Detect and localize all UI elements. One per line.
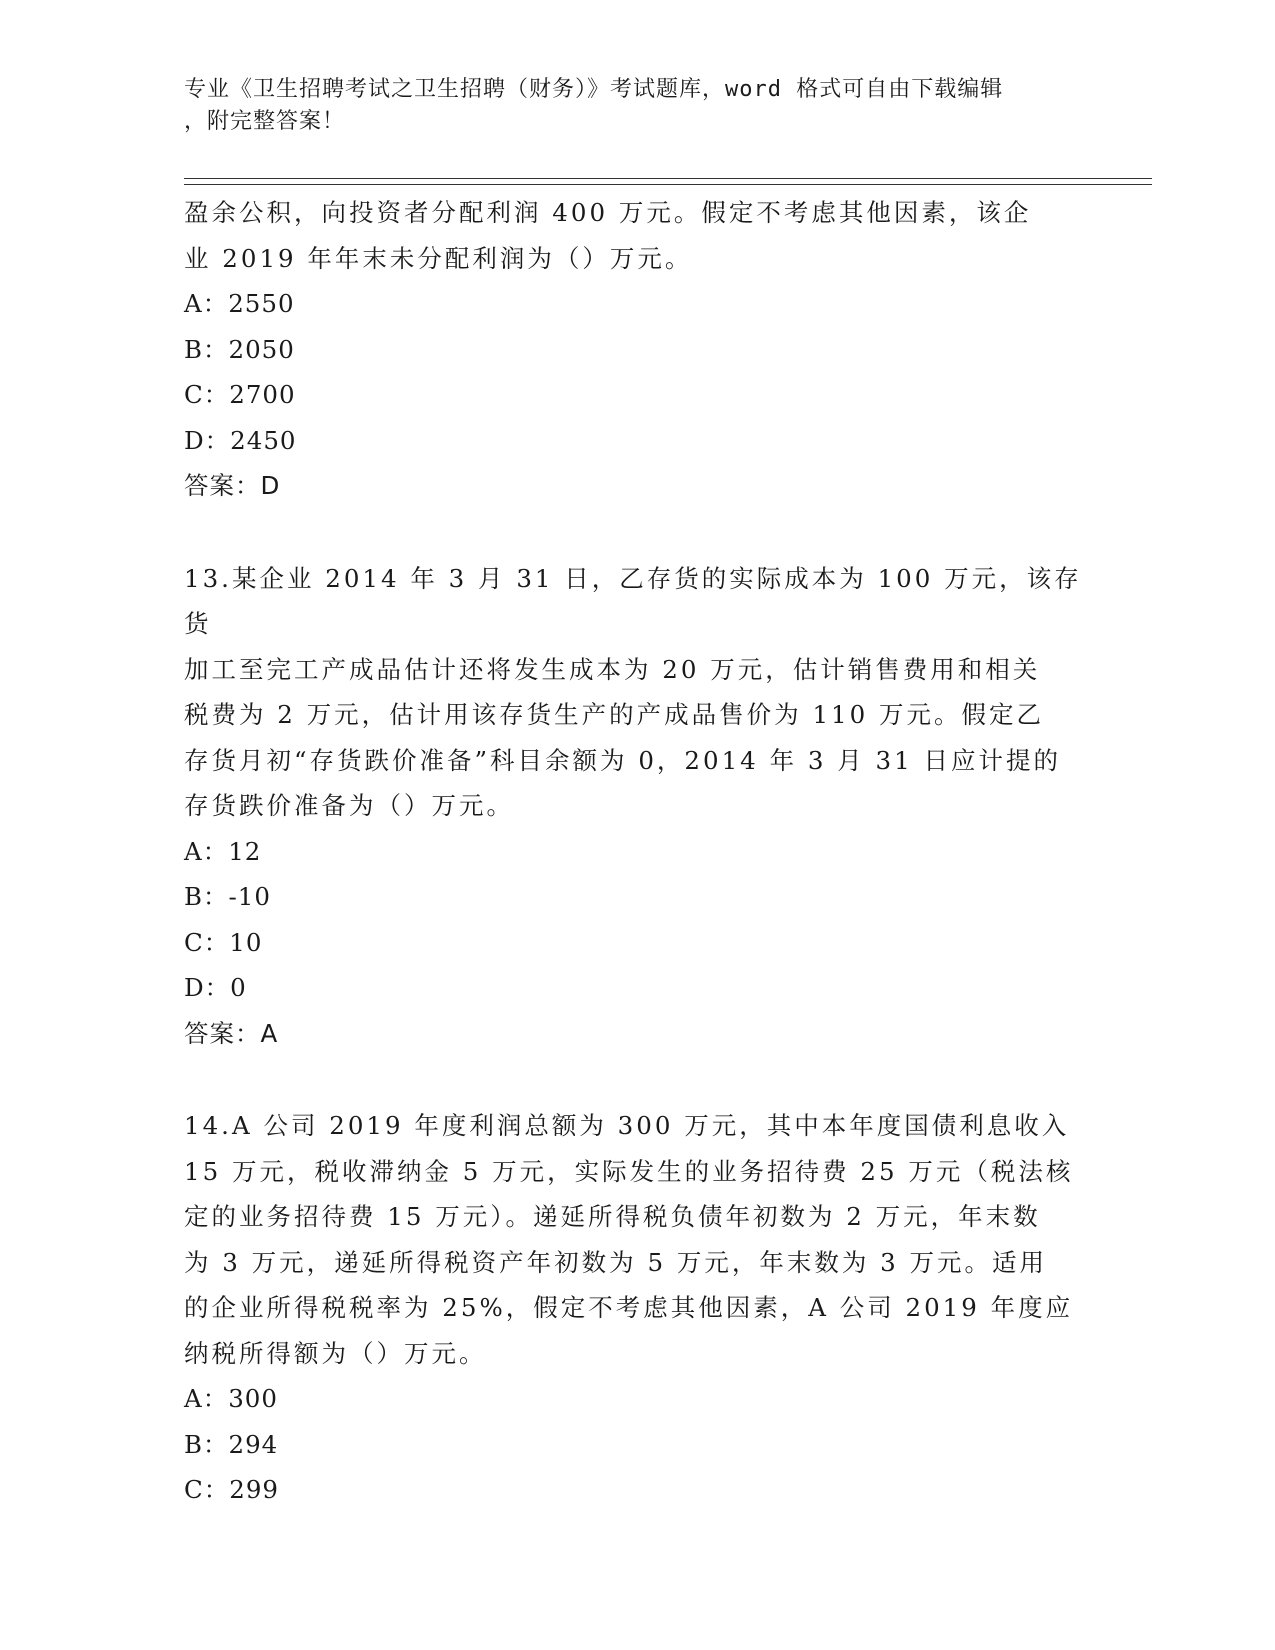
question-stem-line: 业 2019 年年末未分配利润为（）万元。 bbox=[184, 243, 693, 273]
option-c: C：2700 bbox=[184, 380, 296, 409]
option-d: D：0 bbox=[184, 973, 247, 1002]
option-c: C：299 bbox=[184, 1475, 280, 1504]
answer-line: 答案：A bbox=[184, 1018, 279, 1048]
option-a: A：2550 bbox=[184, 289, 295, 318]
option-b: B：-10 bbox=[184, 882, 271, 911]
question-stem-line: 定的业务招待费 15 万元）。递延所得税负债年初数为 2 万元，年末数 bbox=[184, 1202, 1041, 1231]
question-stem-line: 纳税所得额为（）万元。 bbox=[184, 1338, 487, 1368]
question-stem-line: 15 万元，税收滞纳金 5 万元，实际发生的业务招待费 25 万元（税法核 bbox=[184, 1156, 1074, 1186]
question-stem-line: 加工至完工产成品估计还将发生成本为 20 万元，估计销售费用和相关 bbox=[184, 654, 1041, 684]
question-stem-line: 存货月初“存货跌价准备”科目余额为 0，2014 年 3 月 31 日应计提的 bbox=[184, 745, 1061, 775]
question-stem-line: 13.某企业 2014 年 3 月 31 日，乙存货的实际成本为 100 万元，该存货 bbox=[184, 563, 1082, 638]
answer-line: 答案：D bbox=[184, 471, 281, 500]
question-14 bbox=[184, 1103, 1084, 1513]
question-12 bbox=[184, 190, 1084, 509]
question-stem-line: 为 3 万元，递延所得税资产年初数为 5 万元，年末数为 3 万元。适用 bbox=[184, 1247, 1047, 1277]
header-divider-bottom bbox=[184, 184, 1152, 185]
question-13 bbox=[184, 556, 1084, 1057]
option-b: B：2050 bbox=[184, 334, 295, 364]
option-a: A：12 bbox=[184, 836, 262, 866]
header-divider-top bbox=[184, 178, 1152, 179]
spacer bbox=[184, 509, 1084, 556]
question-stem-line: 14.A 公司 2019 年度利润总额为 300 万元，其中本年度国债利息收入 bbox=[184, 1111, 1070, 1140]
document-body bbox=[184, 190, 1084, 1513]
option-a: A：300 bbox=[184, 1384, 278, 1413]
document-header bbox=[184, 74, 1064, 138]
spacer bbox=[184, 1056, 1084, 1103]
option-b: B：294 bbox=[184, 1429, 279, 1459]
question-stem-line: 税费为 2 万元，估计用该存货生产的产成品售价为 110 万元。假定乙 bbox=[184, 700, 1044, 729]
question-stem-line: 存货跌价准备为（）万元。 bbox=[184, 791, 514, 820]
question-stem-line: 盈余公积，向投资者分配利润 400 万元。假定不考虑其他因素，该企 bbox=[184, 198, 1032, 227]
question-stem-line: 的企业所得税税率为 25%，假定不考虑其他因素，A 公司 2019 年度应 bbox=[184, 1293, 1074, 1322]
option-d: D：2450 bbox=[184, 425, 297, 455]
option-c: C：10 bbox=[184, 927, 263, 957]
header-line-2: ，附完整答案！ bbox=[184, 109, 346, 134]
header-line-1: 专业《卫生招聘考试之卫生招聘（财务）》考试题库，word 格式可自由下载编辑 bbox=[184, 77, 1004, 102]
